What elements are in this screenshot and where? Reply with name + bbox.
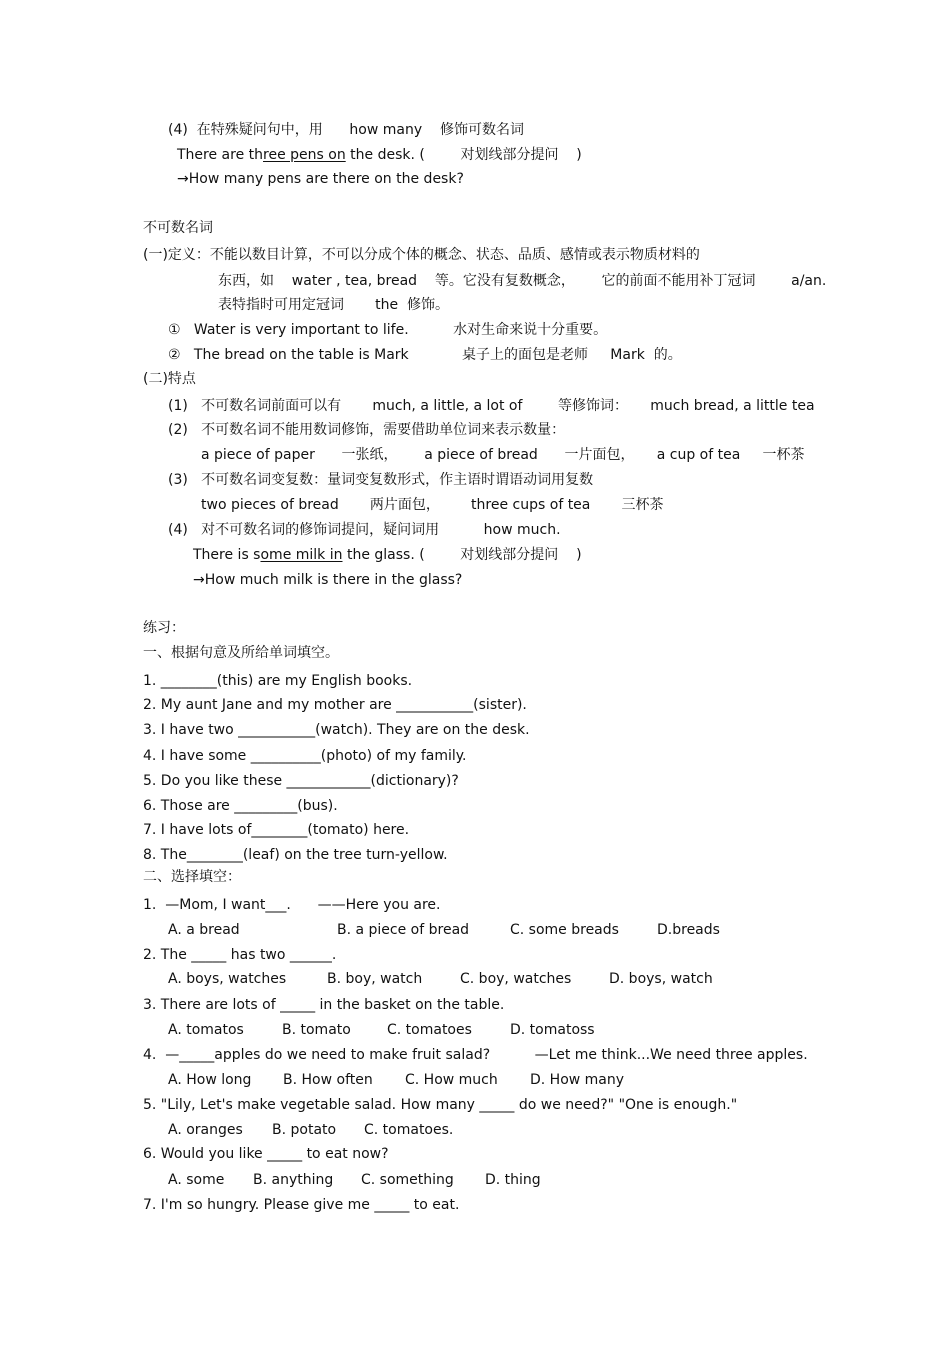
mc-question-6: 6. Would you like _____ to eat now? xyxy=(143,1146,389,1162)
mc-4-option-b: B. How often xyxy=(283,1072,373,1088)
section-2-heading: 二、选择填空： xyxy=(143,869,241,885)
mc-question-4: 4. —_____apples do we need to make fruit salad? —Let me think...We need three apples. xyxy=(143,1047,808,1063)
uncountable-heading: 不可数名词 xyxy=(143,220,213,236)
mc-1-option-b: B. a piece of bread xyxy=(337,922,470,938)
mc-6-option-d: D. thing xyxy=(485,1172,541,1188)
fill-question-7: 7. I have lots of________(tomato) here. xyxy=(143,822,410,838)
fill-question-2: 2. My aunt Jane and my mother are ___________(sister). xyxy=(143,697,527,713)
mc-question-5: 5. "Lily, Let's make vegetable salad. How many _____ do we need?" "One is enough." xyxy=(143,1097,738,1113)
underlined-phrase: ome milk in xyxy=(260,547,343,563)
mc-4-option-c: C. How much xyxy=(405,1072,498,1088)
mc-1-option-a: A. a bread xyxy=(168,922,240,938)
feature-4-example: There is some milk in the glass. ( 对划线部分提问 ) xyxy=(193,547,582,563)
section-1-heading: 一、根据句意及所给单词填空。 xyxy=(143,645,339,661)
mc-3-option-a: A. tomatos xyxy=(168,1022,244,1038)
feature-2: (2) 不可数名词不能用数词修饰，需要借助单位词来表示数量： xyxy=(168,422,566,438)
feature-3-examples: two pieces of bread 两片面包， three cups of tea 三杯茶 xyxy=(201,497,664,513)
mc-3-option-b: B. tomato xyxy=(282,1022,351,1038)
mc-question-7: 7. I'm so hungry. Please give me _____ to eat. xyxy=(143,1197,460,1213)
practice-heading: 练习： xyxy=(143,620,185,636)
mc-1-option-c: C. some breads xyxy=(510,922,619,938)
mc-3-option-d: D. tomatoss xyxy=(510,1022,595,1038)
fill-question-5: 5. Do you like these ____________(dictionary)? xyxy=(143,773,459,789)
point-4-example: There are three pens on the desk. ( 对划线部分提问 ) xyxy=(177,147,582,163)
feature-1: (1) 不可数名词前面可以有 much, a little, a lot of 等修饰词： much bread, a little tea xyxy=(168,398,815,414)
definition-line-1: (一)定义：不能以数目计算，不可以分成个体的概念、状态、品质、感情或表示物质材料的 xyxy=(143,247,700,263)
mc-question-2: 2. The _____ has two ______. xyxy=(143,947,337,963)
mc-4-option-d: D. How many xyxy=(530,1072,625,1088)
definition-line-2: 东西，如 water , tea, bread 等。它没有复数概念， 它的前面不能用补丁冠词 a/an. xyxy=(218,273,827,289)
point-4-answer: →How many pens are there on the desk? xyxy=(177,171,464,187)
fill-question-4: 4. I have some __________(photo) of my family. xyxy=(143,748,467,764)
mc-6-option-a: A. some xyxy=(168,1172,225,1188)
mc-5-option-c: C. tomatoes. xyxy=(364,1122,454,1138)
mc-5-option-a: A. oranges xyxy=(168,1122,243,1138)
mc-6-option-b: B. anything xyxy=(253,1172,334,1188)
mc-question-3: 3. There are lots of _____ in the basket on the table. xyxy=(143,997,505,1013)
fill-question-1: 1. ________(this) are my English books. xyxy=(143,673,413,689)
fill-question-3: 3. I have two ___________(watch). They are on the desk. xyxy=(143,722,530,738)
mc-question-1: 1. —Mom, I want___. ——Here you are. xyxy=(143,897,441,913)
mc-1-option-d: D.breads xyxy=(657,922,720,938)
definition-line-3: 表特指时可用定冠词 the 修饰。 xyxy=(218,297,450,313)
mc-5-option-b: B. potato xyxy=(272,1122,337,1138)
point-4-title: (4) 在特殊疑问句中，用 how many 修饰可数名词 xyxy=(168,122,524,138)
definition-example-1: ① Water is very important to life. 水对生命来说十分重要。 xyxy=(168,322,608,338)
mc-2-option-d: D. boys, watch xyxy=(609,971,713,987)
mc-2-option-a: A. boys, watches xyxy=(168,971,287,987)
mc-2-option-b: B. boy, watch xyxy=(327,971,423,987)
mc-3-option-c: C. tomatoes xyxy=(387,1022,472,1038)
mc-2-option-c: C. boy, watches xyxy=(460,971,572,987)
mc-6-option-c: C. something xyxy=(361,1172,454,1188)
underlined-phrase: ree pens on xyxy=(263,147,346,163)
feature-4: (4) 对不可数名词的修饰词提问，疑问词用 how much. xyxy=(168,522,561,538)
fill-question-6: 6. Those are _________(bus). xyxy=(143,798,338,814)
definition-example-2: ② The bread on the table is Mark 桌子上的面包是老师 Mark 的。 xyxy=(168,347,682,363)
feature-2-examples: a piece of paper 一张纸， a piece of bread 一片面包， a cup of tea 一杯茶 xyxy=(201,447,805,463)
fill-question-8: 8. The________(leaf) on the tree turn-yellow. xyxy=(143,847,448,863)
feature-3: (3) 不可数名词变复数：量词变复数形式，作主语时谓语动词用复数 xyxy=(168,472,594,488)
mc-4-option-a: A. How long xyxy=(168,1072,252,1088)
feature-4-answer: →How much milk is there in the glass? xyxy=(193,572,463,588)
features-heading: (二)特点 xyxy=(143,371,196,387)
